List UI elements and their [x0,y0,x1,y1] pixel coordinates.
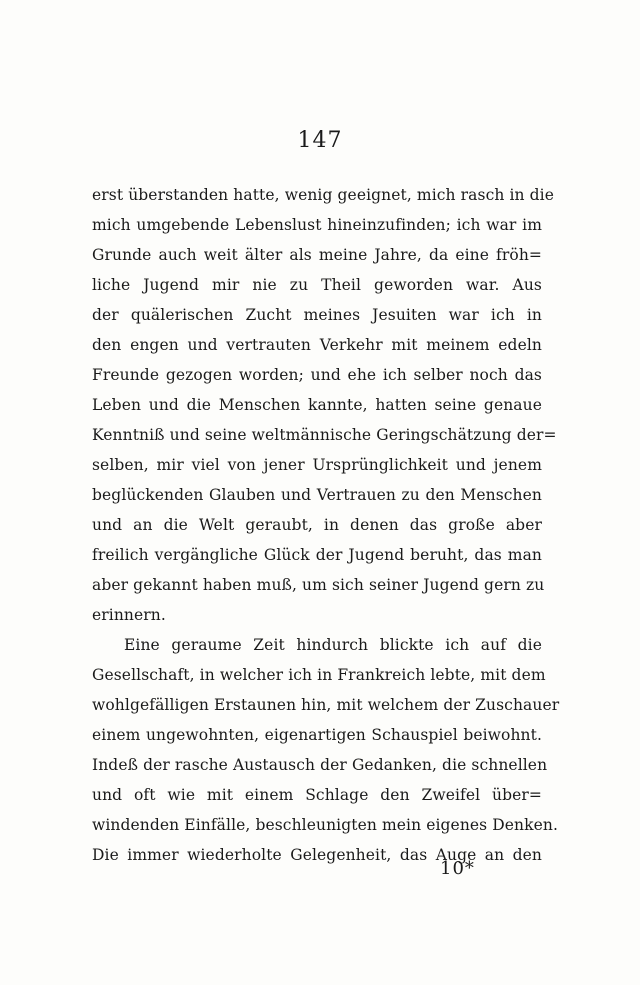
text-line: aber gekannt haben muß, um sich seiner Jugend gern zu [92,576,545,594]
text-line: Indeß der rasche Austausch der Gedanken, die schnellen [92,756,548,774]
text-line: Gesellschaft, in welcher ich in Frankreich lebte, mit dem [92,666,546,684]
text-line: wohlgefälligen Erstaunen hin, mit welchem der Zuschauer [92,696,560,714]
text-line: Freunde gezogen worden; und ehe ich selber noch das [92,366,542,384]
text-line: erinnern. [92,606,166,624]
text-line: Leben und die Menschen kannte, hatten seine genaue [92,396,542,414]
text-line: Eine geraume Zeit hindurch blickte ich auf die [124,636,542,654]
signature-mark: 10* [440,858,475,879]
text-line: windenden Einfälle, beschleunigten mein eigenes Denken. [92,816,559,834]
text-line: selben, mir viel von jener Ursprünglichkeit und jenem [92,456,542,474]
text-line: freilich vergängliche Glück der Jugend beruht, das man [92,546,542,564]
text-line: mich umgebende Lebenslust hineinzufinden; ich war im [92,216,542,234]
text-line: Grunde auch weit älter als meine Jahre, da eine fröh= [92,246,542,264]
text-line: Die immer wiederholte Gelegenheit, das Auge an den [92,846,542,864]
body-text [92,180,560,870]
text-line: liche Jugend mir nie zu Theil geworden war. Aus [92,276,542,294]
text-line: erst überstanden hatte, wenig geeignet, mich rasch in die [92,186,554,204]
text-line: den engen und vertrauten Verkehr mit meinem edeln [92,336,542,354]
text-line: der quälerischen Zucht meines Jesuiten war ich in [92,306,542,324]
text-line: Kenntniß und seine weltmännische Geringschätzung der= [92,426,557,444]
text-line: einem ungewohnten, eigenartigen Schauspiel beiwohnt. [92,726,542,744]
text-line: und an die Welt geraubt, in denen das große aber [92,516,542,534]
text-line: und oft wie mit einem Schlage den Zweifel über= [92,786,542,804]
text-line: beglückenden Glauben und Vertrauen zu den Menschen [92,486,542,504]
page-number: 147 [297,128,343,153]
